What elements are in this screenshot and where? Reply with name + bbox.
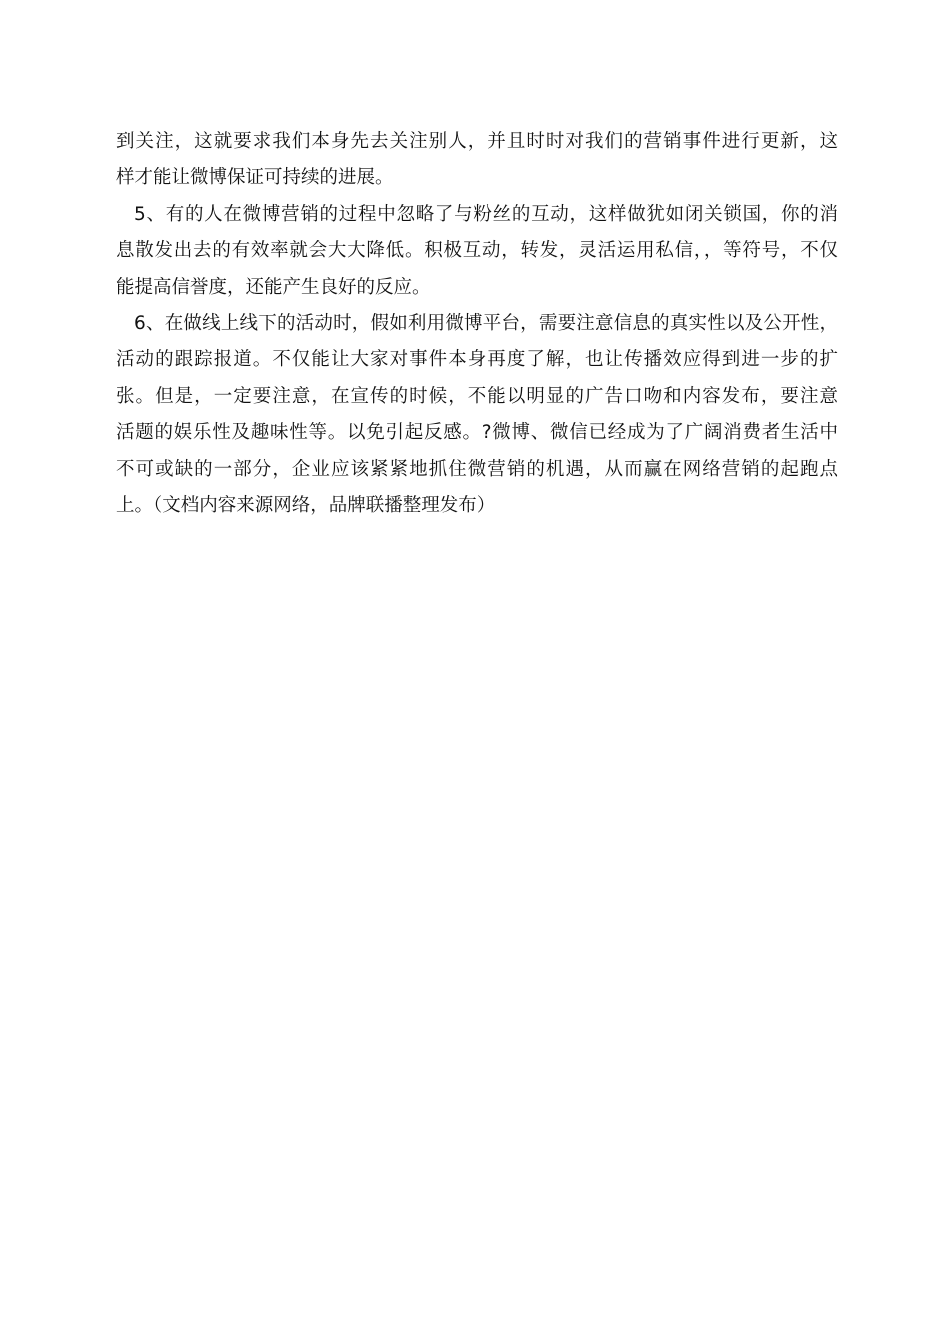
- paragraph-line: 5、有的人在微博营销的过程中忽略了与粉丝的互动，这样做犹如闭关锁国，你的消: [134, 203, 838, 225]
- paragraph-line: 息散发出去的有效率就会大大降低。积极互动，转发，灵活运用私信，，等符号，不仅: [116, 240, 838, 262]
- paragraph-line: 到关注，这就要求我们本身先去关注别人，并且时时对我们的营销事件进行更新，这: [116, 131, 838, 152]
- paragraph-line: 张。但是，一定要注意，在宣传的时候，不能以明显的广告口吻和内容发布，要注意: [116, 385, 838, 407]
- paragraph-line: 活题的娱乐性及趣味性等。以免引起反感。?微博、微信已经成为了广阔消费者生活中: [116, 422, 838, 444]
- document-body: [116, 124, 838, 524]
- paragraph-line: 6、在做线上线下的活动时，假如利用微博平台，需要注意信息的真实性以及公开性，: [134, 312, 838, 334]
- paragraph-line: 活动的跟踪报道。不仅能让大家对事件本身再度了解，也让传播效应得到进一步的扩: [116, 349, 838, 371]
- paragraph-line: 能提高信誉度，还能产生良好的反应。: [116, 276, 431, 298]
- paragraph-line: 样才能让微博保证可持续的进展。: [116, 167, 394, 189]
- paragraph-line: 不可或缺的一部分，企业应该紧紧地抓住微营销的机遇，从而赢在网络营销的起跑点: [116, 458, 838, 480]
- paragraph-line: 上。（文档内容来源网络，品牌联播整理发布）: [116, 494, 496, 516]
